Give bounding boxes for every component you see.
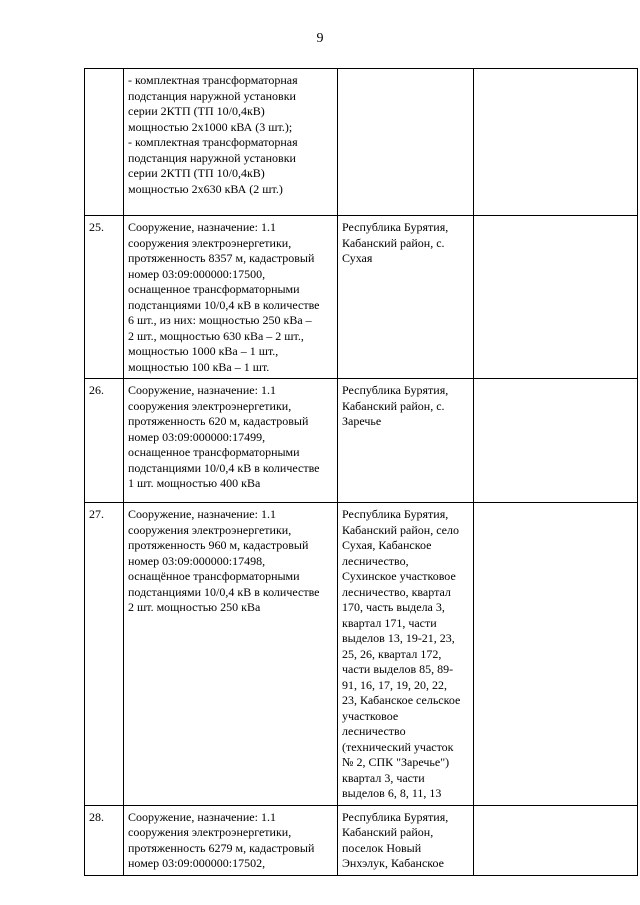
- location-line: 170, часть выдела 3,: [342, 600, 445, 614]
- description-cell: [124, 379, 338, 503]
- description-line: оснащенное трансформаторными: [128, 282, 300, 296]
- description-line: 6 шт., из них: мощностью 250 кВа –: [128, 313, 312, 327]
- location-line: Кабанский район, с.: [342, 235, 445, 250]
- location-line: 91, 16, 17, 19, 20, 22,: [342, 677, 447, 692]
- location-line: выделов 6, 8, 11, 13: [342, 786, 442, 800]
- description-line: Сооружение, назначение: 1.1: [128, 383, 276, 397]
- description-line: 2 шт., мощностью 630 кВа – 2 шт.,: [128, 328, 304, 343]
- location-line: лесничество, квартал: [342, 584, 451, 599]
- extra-cell: [474, 379, 638, 503]
- table-row: [85, 503, 638, 806]
- location-line: Республика Бурятия,: [342, 220, 449, 234]
- description-line: подстанциями 10/0,4 кВ в количестве: [128, 584, 320, 599]
- description-line: подстанция наружной установки: [128, 88, 296, 103]
- location-line: Кабанский район,: [342, 825, 434, 839]
- description-line: оснащенное трансформаторными: [128, 445, 300, 459]
- description-line: номер 03:09:000000:17499,: [128, 429, 266, 444]
- location-line: № 2, СПК "Заречье"): [342, 755, 450, 769]
- description-line: - комплектная трансформаторная: [128, 135, 298, 149]
- description-line: подстанция наружной установки: [128, 150, 296, 165]
- location-line: 25, 26, квартал 172,: [342, 646, 442, 661]
- description-line: подстанциями 10/0,4 кВ в количестве: [128, 460, 320, 475]
- row-number-cell: 27.: [85, 503, 124, 806]
- table-row: [85, 379, 638, 503]
- description-line: мощностью 2х630 кВА (2 шт.): [128, 181, 283, 196]
- description-line: номер 03:09:000000:17498,: [128, 553, 266, 568]
- location-cell: [338, 216, 474, 379]
- description-cell: [124, 216, 338, 379]
- location-line: Республика Бурятия,: [342, 383, 449, 397]
- row-number-cell: 26.: [85, 379, 124, 503]
- table-row: [85, 69, 638, 216]
- location-line: лесничество: [342, 724, 406, 738]
- description-line: сооружения электроэнергетики,: [128, 398, 292, 413]
- location-cell: [338, 503, 474, 806]
- extra-cell: [474, 69, 638, 216]
- table-row: [85, 216, 638, 379]
- description-line: протяженность 8357 м, кадастровый: [128, 251, 315, 265]
- description-line: протяженность 960 м, кадастровый: [128, 538, 309, 552]
- description-line: Сооружение, назначение: 1.1: [128, 809, 276, 824]
- location-line: квартал 3, части: [342, 770, 425, 785]
- description-line: подстанциями 10/0,4 кВ в количестве: [128, 297, 320, 312]
- description-line: серии 2КТП (ТП 10/0,4кВ): [128, 104, 265, 118]
- description-line: серии 2КТП (ТП 10/0,4кВ): [128, 166, 265, 180]
- description-line: сооружения электроэнергетики,: [128, 235, 292, 250]
- page-number: 9: [316, 31, 324, 46]
- location-line: Сухинское участковое: [342, 569, 456, 583]
- table-row: [85, 805, 638, 875]
- description-line: мощностью 2х1000 кВА (3 шт.);: [128, 119, 293, 134]
- description-cell: [124, 805, 338, 875]
- location-line: Заречье: [342, 414, 382, 428]
- location-cell: [338, 69, 474, 216]
- location-line: поселок Новый: [342, 840, 422, 855]
- row-number-cell: [85, 69, 124, 216]
- row-number-cell: 25.: [85, 216, 124, 379]
- description-line: номер 03:09:000000:17502,: [128, 856, 266, 870]
- description-line: протяженность 6279 м, кадастровый: [128, 840, 315, 855]
- location-line: лесничество,: [342, 553, 409, 568]
- location-line: выделов 13, 19-21, 23,: [342, 631, 455, 645]
- extra-cell: [474, 503, 638, 806]
- description-line: сооружения электроэнергетики,: [128, 825, 292, 839]
- description-line: оснащённое трансформаторными: [128, 569, 300, 583]
- description-line: 1 шт. мощностью 400 кВа: [128, 476, 261, 490]
- property-table: [84, 68, 638, 876]
- location-line: Кабанский район, с.: [342, 398, 445, 413]
- location-line: Сухая: [342, 251, 373, 265]
- location-line: участковое: [342, 708, 399, 723]
- description-line: Сооружение, назначение: 1.1: [128, 507, 276, 521]
- location-line: 23, Кабанское сельское: [342, 693, 461, 707]
- location-cell: [338, 805, 474, 875]
- description-line: сооружения электроэнергетики,: [128, 522, 292, 537]
- location-line: Республика Бурятия,: [342, 809, 449, 824]
- location-line: Кабанский район, село: [342, 522, 459, 537]
- description-line: мощностью 100 кВа – 1 шт.: [128, 359, 270, 374]
- row-number-cell: 28.: [85, 805, 124, 875]
- location-line: (технический участок: [342, 739, 454, 754]
- location-cell: [338, 379, 474, 503]
- description-line: - комплектная трансформаторная: [128, 73, 298, 87]
- location-line: Сухая, Кабанское: [342, 538, 432, 552]
- description-line: Сооружение, назначение: 1.1: [128, 220, 276, 234]
- description-cell: [124, 503, 338, 806]
- description-line: 2 шт. мощностью 250 кВа: [128, 600, 261, 614]
- description-line: мощностью 1000 кВа – 1 шт.,: [128, 344, 279, 358]
- extra-cell: [474, 216, 638, 379]
- description-line: номер 03:09:000000:17500,: [128, 266, 266, 281]
- location-line: Республика Бурятия,: [342, 507, 449, 521]
- location-line: квартал 171, части: [342, 615, 437, 630]
- extra-cell: [474, 805, 638, 875]
- description-cell: [124, 69, 338, 216]
- description-line: протяженность 620 м, кадастровый: [128, 414, 309, 428]
- location-line: Энхэлук, Кабанское: [342, 856, 444, 870]
- location-line: части выделов 85, 89-: [342, 662, 454, 676]
